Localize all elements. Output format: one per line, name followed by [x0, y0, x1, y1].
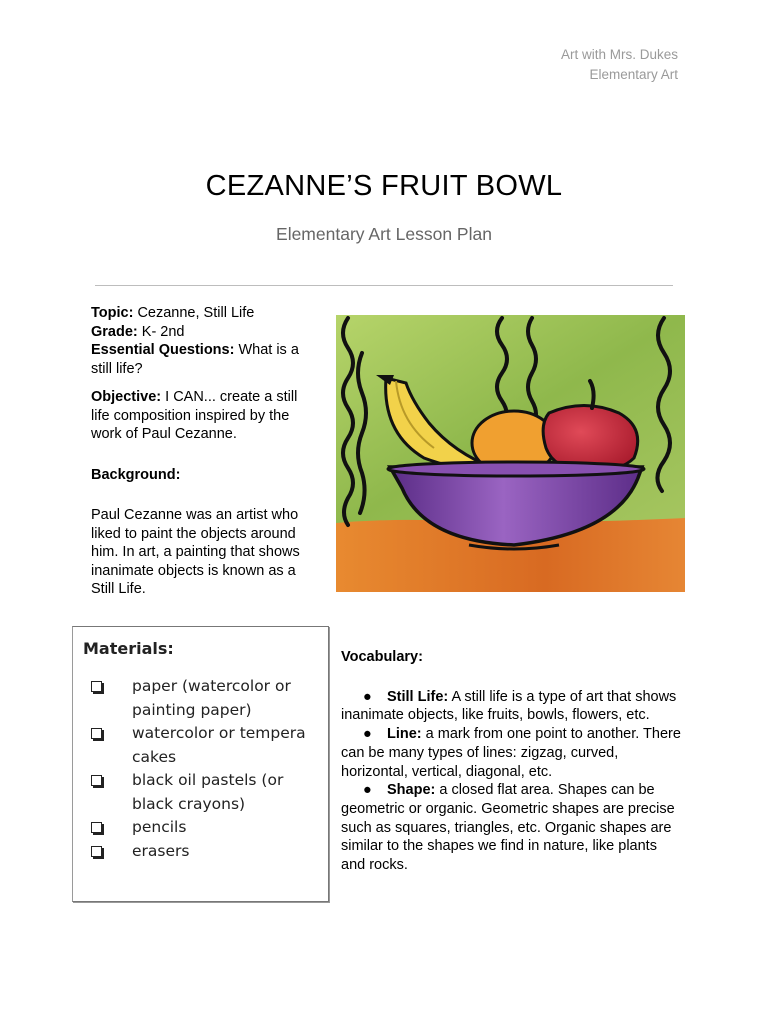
checkbox-icon: [91, 846, 102, 857]
header-line-1: Art with Mrs. Dukes: [560, 47, 678, 62]
topic-line: [91, 304, 316, 323]
objective-value: I CAN... create a still life composition inspired by the work of Paul Cezanne.: [91, 389, 298, 442]
fruit-bowl-painting: [334, 313, 687, 594]
materials-item: [91, 769, 321, 816]
page-subtitle: Elementary Art Lesson Plan: [276, 224, 492, 244]
eq-value: What is a still life?: [91, 342, 299, 377]
vocab-term: Shape:: [387, 782, 436, 799]
vocabulary-title: Vocabulary:: [341, 649, 423, 665]
grade-value: K- 2nd: [137, 323, 185, 340]
page-title: CEZANNE’S FRUIT BOWL: [205, 170, 563, 202]
vocab-term: Still Life:: [387, 688, 449, 705]
materials-title: Materials:: [83, 639, 174, 658]
objective-line: [91, 388, 316, 444]
grade-line: [91, 323, 316, 342]
background-heading: [91, 466, 316, 485]
bullet-icon: ●: [363, 782, 372, 799]
background-text: Paul Cezanne was an artist who liked to paint the objects around him. In art, a painting that shows inanimate objects is known as a Still Life.: [91, 507, 300, 597]
vocab-definition: a closed flat area. Shapes can be geometric or organic. Geometric shapes are precise such as squares, triangles, etc. Organic shapes are similar to the shapes we find in nature, like plants and rocks.: [341, 782, 675, 874]
grade-label: Grade:: [91, 323, 138, 340]
vocab-item-shape: [341, 781, 681, 875]
topic-value: Cezanne, Still Life: [133, 305, 255, 321]
essential-questions-line: [91, 341, 316, 378]
materials-item-label: black oil pastels (or black crayons): [132, 771, 284, 813]
background-label: Background:: [91, 466, 181, 483]
vocab-definition: A still life is a type of art that shows inanimate objects, like fruits, bowls, flowers, etc.: [341, 688, 677, 724]
eq-label: Essential Questions:: [91, 342, 235, 358]
vocab-item-line: [341, 725, 681, 781]
materials-item: [91, 840, 321, 864]
lesson-info: [91, 304, 316, 599]
materials-item-label: watercolor or tempera cakes: [132, 724, 306, 766]
divider: [95, 285, 673, 286]
checkbox-icon: [91, 775, 102, 786]
checkbox-icon: [91, 681, 102, 692]
materials-box: [72, 626, 329, 902]
bullet-icon: ●: [363, 726, 372, 743]
materials-item-label: erasers: [132, 841, 190, 860]
bullet-icon: ●: [363, 688, 372, 705]
topic-label: Topic:: [91, 305, 134, 321]
objective-label: Objective:: [91, 389, 162, 405]
checkbox-icon: [91, 822, 102, 833]
vocab-item-still-life: [341, 688, 681, 725]
vocab-definition: a mark from one point to another. There can be many types of lines: zigzag, curved, horizontal, vertical, diagonal, etc.: [341, 726, 681, 780]
vocabulary-section: [341, 648, 681, 875]
materials-item: [91, 816, 321, 840]
materials-item-label: pencils: [132, 818, 187, 836]
materials-list: [91, 675, 321, 863]
materials-item: [91, 722, 321, 769]
materials-item: [91, 675, 321, 722]
header-info: [561, 45, 678, 85]
vocab-term: Line:: [387, 726, 422, 743]
materials-item-label: paper (watercolor or painting paper): [132, 677, 291, 719]
checkbox-icon: [91, 728, 102, 739]
header-line-2: Elementary Art: [589, 67, 678, 82]
